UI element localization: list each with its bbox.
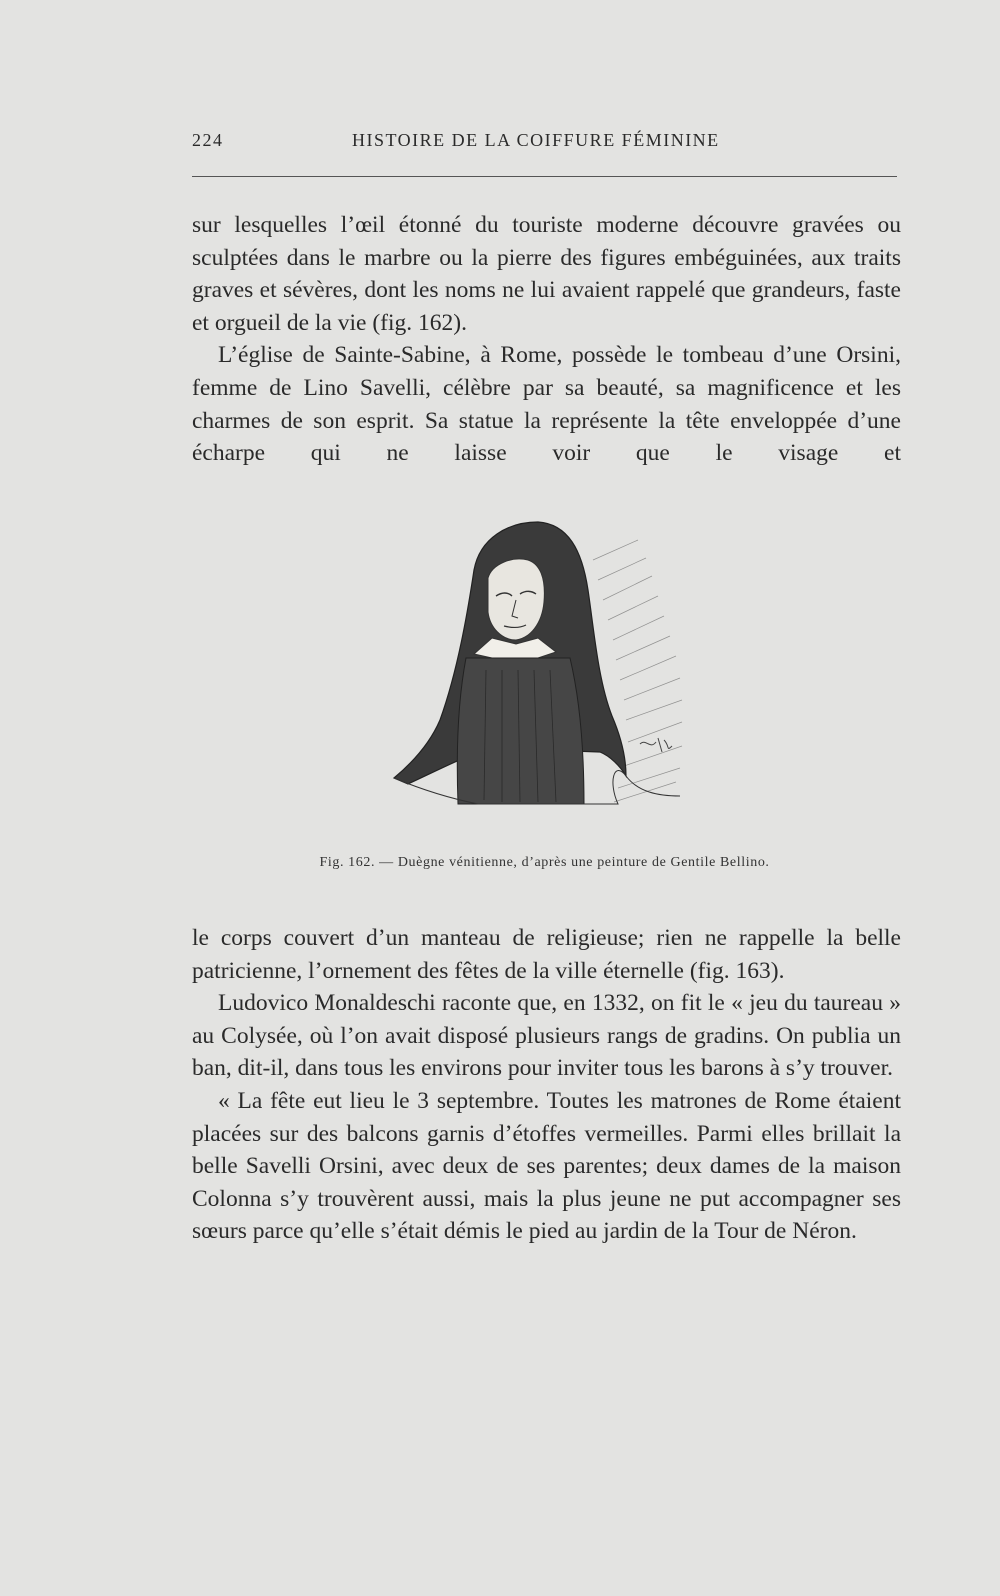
page-number: 224 [192,130,224,150]
duenna-engraving [388,520,692,820]
paragraph: « La fête eut lieu le 3 septembre. Toutes les matrones de Rome étaient placées sur des balcons garnis d’étoffes vermeilles. Parmi elles brillait la belle Savelli Orsini, avec deux de ses parentes; deux dames de la maison Colonna s’y trouvèrent aussi, mais la plus jeune ne put accompagner ses sœurs parce qu’elle s’était démis le pied au jardin de la Tour de Néron. [192,1087,901,1245]
running-title: HISTOIRE DE LA COIFFURE FÉMININE [352,130,720,150]
paragraph: Ludovico Monaldeschi raconte que, en 1332, on fit le « jeu du taureau » au Colysée, où l’on avait disposé plusieurs rangs de gradins. On publia un ban, dit-il, dans tous les environs pour inviter tous les barons à s’y trouver. [192,990,901,1082]
figure-illustration [388,520,692,820]
figure-caption: Fig. 162. — Duègne vénitienne, d’après une peinture de Gentile Bellino. [319,855,770,870]
text-before-figure [192,209,901,470]
header-rule [192,176,897,177]
paragraph: sur lesquelles l’œil étonné du touriste moderne découvre gravées ou sculptées dans le marbre ou la pierre des figures embéguinées, aux traits graves et sévères, dont les noms ne lui avaient rappelé que grandeurs, faste et orgueil de la vie (fig. 162). [192,212,901,336]
paragraph: L’église de Sainte-Sabine, à Rome, possède le tombeau d’une Orsini, femme de Lino Savelli, célèbre par sa beauté, sa magnificence et les charmes de son esprit. Sa statue la représente la tête enveloppée d’une écharpe qui ne laisse voir que le visage et [192,342,901,467]
paragraph: le corps couvert d’un manteau de religieuse; rien ne rappelle la belle patricienne, l’ornement des fêtes de la ville éternelle (fig. 163). [192,925,901,984]
text-after-figure [192,922,901,1248]
running-head [192,130,897,160]
